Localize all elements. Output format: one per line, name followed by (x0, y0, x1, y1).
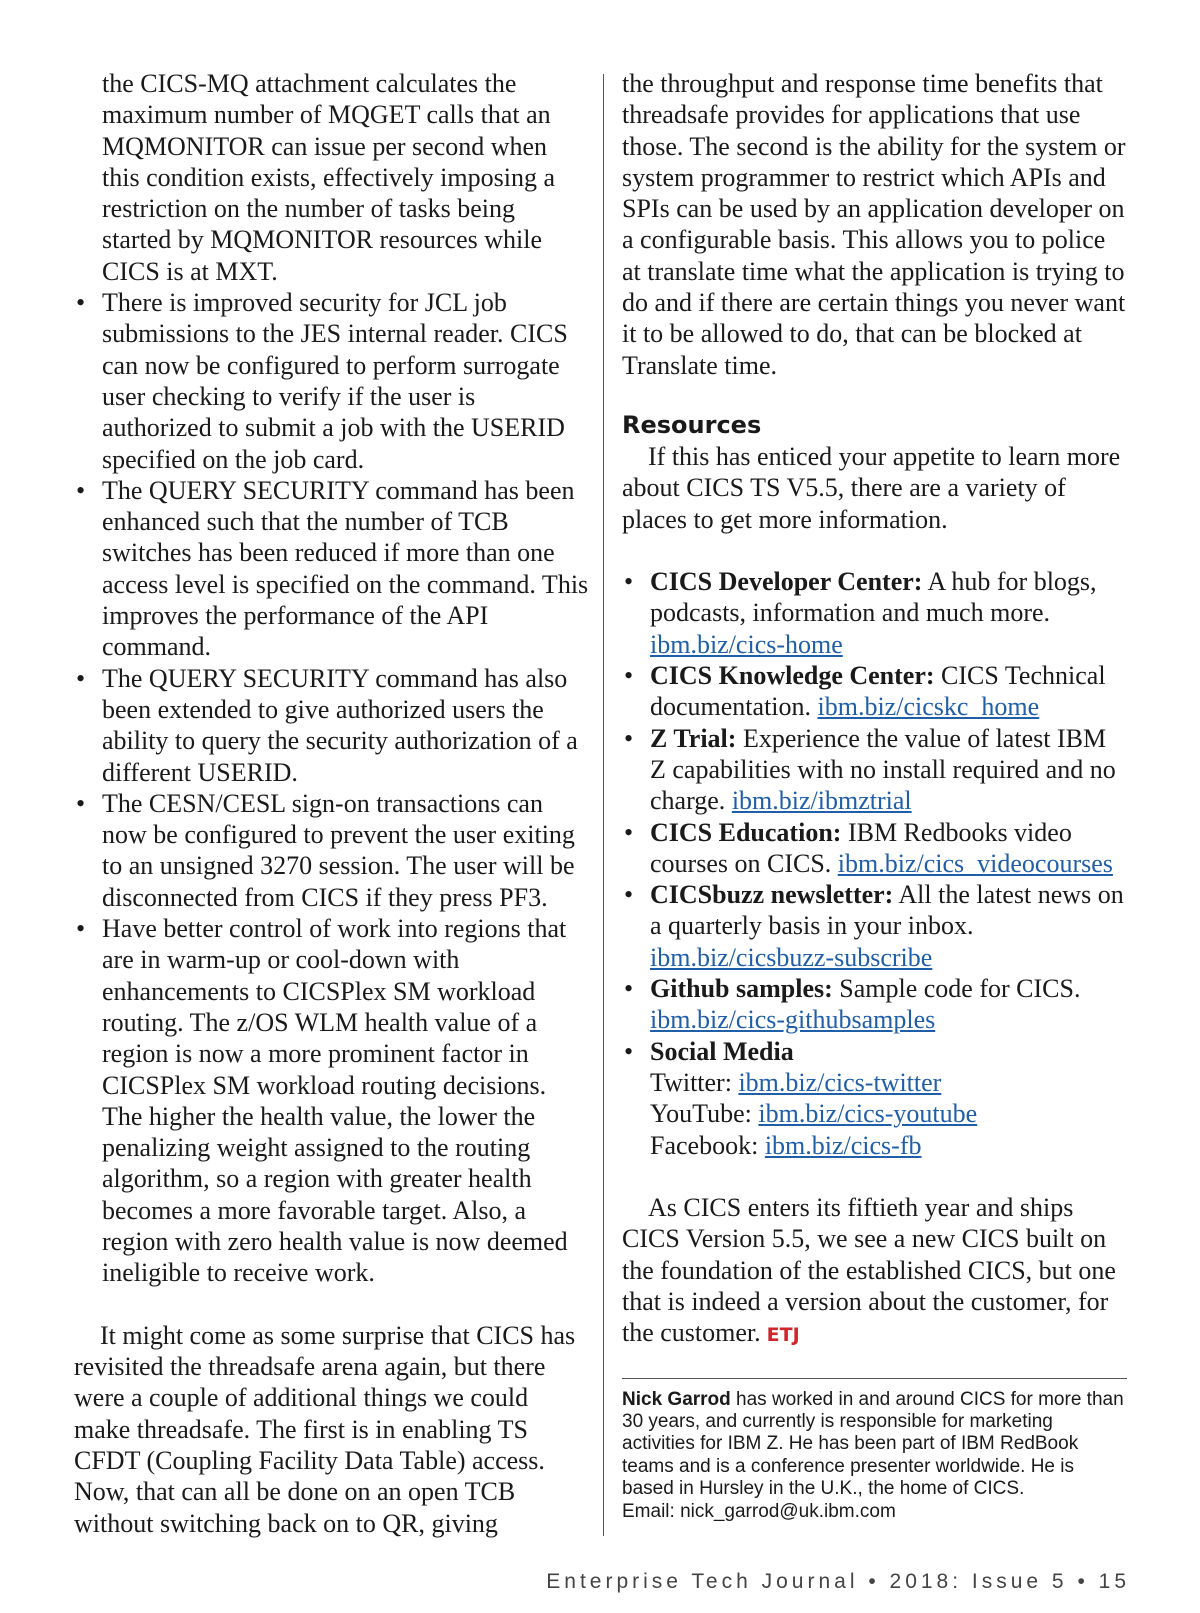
column-divider (603, 74, 604, 1536)
bullet-icon: • (76, 914, 86, 944)
bullet-icon: • (624, 974, 634, 1004)
bullet-icon: • (76, 788, 86, 818)
resource-link[interactable]: ibm.biz/cics-home (650, 629, 843, 659)
bullet-icon: • (76, 475, 86, 505)
list-item-developer-center (622, 566, 1127, 660)
etj-end-mark: ETJ (766, 1324, 800, 1347)
list-item-social-media (622, 1036, 1127, 1161)
author-email: Email: nick_garrod@uk.ibm.com (622, 1500, 896, 1522)
bullet-icon: • (624, 567, 634, 597)
author-name: Nick Garrod (622, 1388, 731, 1410)
resource-link[interactable]: ibm.biz/cics-githubsamples (650, 1005, 936, 1035)
resource-label: CICS Developer Center: (650, 567, 923, 597)
resource-description: CICS Technical documentation. (650, 661, 1106, 722)
resource-link[interactable]: ibm.biz/ibmztrial (731, 786, 912, 816)
bullet-icon: • (624, 1036, 634, 1066)
list-item-knowledge-center (622, 660, 1127, 723)
list-item-education (622, 817, 1127, 880)
facebook-label: Facebook: (650, 1130, 765, 1160)
resource-description: A hub for blogs, podcasts, information and much more. (650, 567, 1097, 628)
list-item-text: The QUERY SECURITY command has also been extended to give authorized users the ability to query the security authorization of a different USERID. (102, 663, 578, 787)
list-item-text: Have better control of work into regions that are in warm-up or cool-down with enhancements to CICSPlex SM workload routing. The z/OS WLM health value of a region is now a more prominent factor in CICSPlex SM workload routing decisions. The higher the health value, the lower the penalizing weight assigned to the routing algorithm, so a region with greater health becomes a more favorable target. Also, a region with zero health value is now deemed ineligible to receive work. (102, 914, 568, 1288)
resource-label: Z Trial: (650, 723, 737, 753)
left-column (74, 68, 589, 1539)
bio-divider (622, 1378, 1127, 1379)
bullet-icon: • (76, 288, 86, 318)
continued-paragraph-throughput: the throughput and response time benefits that threadsafe provides for applications that use those. The second is the ability for the system or system programmer to restrict which APIs and SPIs can be used by an application developer on a configurable basis. This allows you to police at translate time what the application is trying to do and if there are certain things you never want it to be allowed to do, that can be blocked at Translate time. (622, 69, 1126, 380)
closing-paragraph (622, 1192, 1127, 1351)
resource-label: CICSbuzz newsletter: (650, 880, 894, 910)
resource-link[interactable]: ibm.biz/cicsbuzz-subscribe (650, 942, 933, 972)
bullet-icon: • (76, 663, 86, 693)
resource-label: Github samples: (650, 974, 833, 1004)
list-item (74, 287, 589, 475)
facebook-link[interactable]: ibm.biz/cics-fb (764, 1130, 922, 1160)
list-item-text: The CESN/CESL sign-on transactions can now be configured to prevent the user exiting to an unsigned 3270 session. The user will be disconnected from CICS if they press PF3. (102, 788, 575, 912)
page-footer: Enterprise Tech Journal • 2018: Issue 5 • 15 (546, 1570, 1130, 1593)
author-bio (622, 1389, 1127, 1523)
twitter-link[interactable]: ibm.biz/cics-twitter (738, 1067, 942, 1097)
social-media-label: Social Media (650, 1036, 794, 1066)
continued-paragraph-mq: the CICS-MQ attachment calculates the maximum number of MQGET calls that an MQMONITOR can issue per second when this condition exists, effectively imposing a restriction on the number of tasks being started by MQMONITOR resources while CICS is at MXT. (102, 69, 556, 286)
resources-intro: If this has enticed your appetite to learn more about CICS TS V5.5, there are a variety of places to get more information. (622, 441, 1121, 534)
resource-link[interactable]: ibm.biz/cicskc_home (817, 692, 1040, 722)
resource-description: All the latest news on a quarterly basis in your inbox. (650, 880, 1124, 941)
youtube-label: YouTube: (650, 1099, 759, 1129)
threadsafe-paragraph: It might come as some surprise that CICS has revisited the threadsafe arena again, but there were a couple of additional things we could make threadsafe. The first is in enabling TS CFDT (Coupling Facility Data Table) access. Now, that can all be done on an open TCB without switching back on to QR, giving (74, 1320, 576, 1538)
resource-label: CICS Education: (650, 817, 842, 847)
list-item-github (622, 973, 1127, 1036)
resource-link[interactable]: ibm.biz/cics_videocourses (837, 848, 1113, 878)
twitter-label: Twitter: (650, 1067, 739, 1097)
list-item-z-trial (622, 723, 1127, 817)
list-item (74, 663, 589, 788)
author-bio-text: has worked in and around CICS for more than 30 years, and currently is responsible for marketing activities for IBM Z. He has been part of IBM RedBook teams and is a conference presenter worldwide. He is based in Hursley in the U.K., the home of CICS. (622, 1388, 1124, 1500)
security-bullet-list (74, 287, 589, 1289)
bullet-icon: • (624, 723, 634, 753)
bullet-icon: • (624, 817, 634, 847)
resources-list (622, 566, 1127, 1161)
resource-description: IBM Redbooks video courses on CICS. (650, 817, 1072, 878)
list-item-text: The QUERY SECURITY command has been enhanced such that the number of TCB switches has been reduced if more than one access level is specified on the command. This improves the performance of the API command. (102, 475, 589, 662)
resources-heading: Resources (622, 410, 762, 439)
list-item-text: There is improved security for JCL job submissions to the JES internal reader. CICS can now be configured to perform surrogate user checking to verify if the user is authorized to submit a job with the USERID specified on the job card. (102, 288, 568, 474)
list-item (74, 913, 589, 1289)
bullet-icon: • (624, 880, 634, 910)
list-item (74, 788, 589, 913)
resource-description: Experience the value of latest IBM Z capabilities with no install required and no charge. (650, 723, 1116, 816)
youtube-link[interactable]: ibm.biz/cics-youtube (758, 1099, 978, 1129)
closing-text: As CICS enters its fiftieth year and ships CICS Version 5.5, we see a new CICS built on the foundation of the established CICS, but one that is indeed a version about the customer, for the customer. (622, 1193, 1116, 1348)
right-column (622, 68, 1127, 1523)
list-item (74, 475, 589, 663)
resource-description: Sample code for CICS. (832, 974, 1081, 1004)
list-item-newsletter (622, 879, 1127, 973)
bullet-icon: • (624, 661, 634, 691)
resource-label: CICS Knowledge Center: (650, 661, 935, 691)
